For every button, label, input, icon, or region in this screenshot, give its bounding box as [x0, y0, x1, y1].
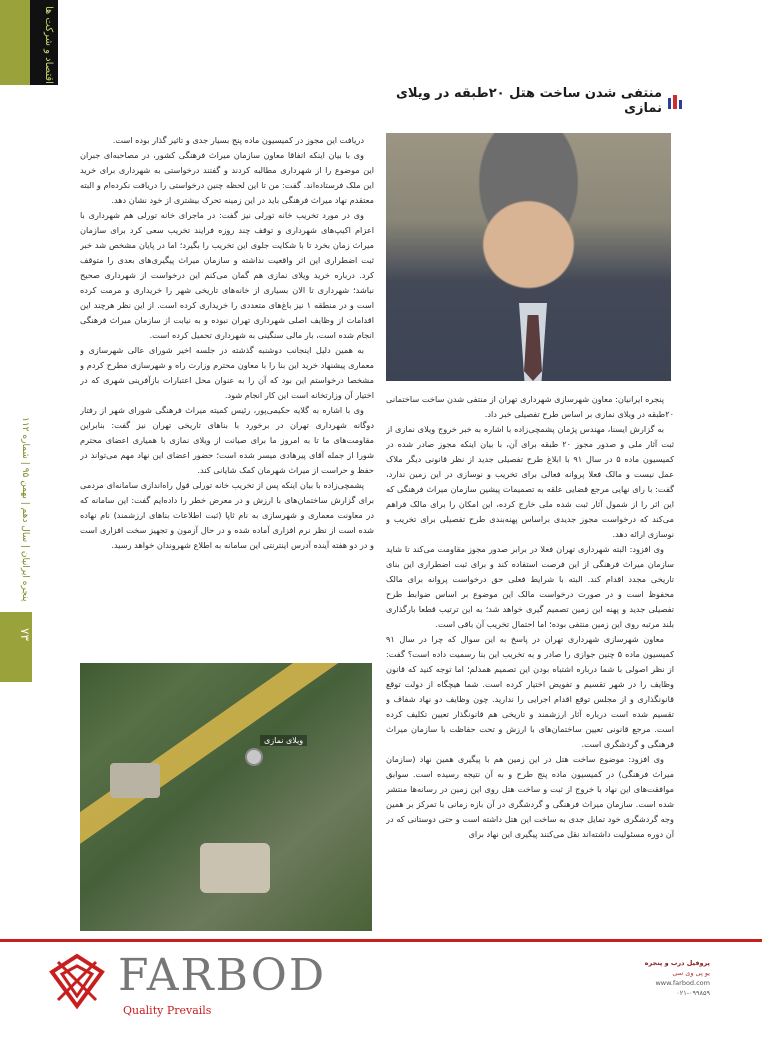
page-number-bar [0, 612, 32, 682]
paragraph: وی افزود: موضوع ساخت هتل در این زمین هم با پیگیری همین نهاد (سازمان میراث فرهنگی) در کمیسیون ماده پنج طرح و به آن نتیجه رسیده است. سوابق موافقت‌های این نهاد با خروج از ثبت و ساخت هتل روی این زمین در رسانه‌ها منتشر شده است. سازمان میراث فرهنگی و گردشگری در آن بازه زمانی با تمرکز بر همین وجه گردشگری خود تمایل جدی به ساخت این هتل داشته است و حتی دوستانی که در آن دوره مسئولیت داشته‌اند نقل می‌کنند پیگیری این نهاد برای [386, 754, 674, 839]
article-column-left [80, 133, 374, 655]
map-building [110, 763, 160, 798]
map-label: ویلای نمازی [260, 735, 307, 746]
paragraph: وی با اشاره به گلایه حکیمی‌پور، رئیس کمیته میراث فرهنگی شورای شهر از رفتار دوگانه شهرداری تهران در برخورد با بناهای تاریخی تهران نیز گفت: بنابراین مقاومت‌های ما تا به امروز ما برای صیانت از ویلای نمازی با همیاری اعضای محترم شورا از جمله آقای پیرهادی میسر شده است؛ حضور اعضای این نهاد مهم می‌تواند در حفظ و حراست از میراث شهرمان کمک شایانی کند. [80, 405, 374, 475]
issue-info: پنجره ایرانیان | سال دهم | بهمن ۹۵ | شماره ۱۱۲ [20, 416, 30, 602]
farbod-logo-icon [48, 952, 106, 1010]
page-number: ۷۳ [18, 628, 32, 641]
ad-tagline: Quality Prevails [123, 1004, 212, 1017]
paragraph: به گزارش ایسنا، مهندس پژمان پشمچی‌زاده با اشاره به خبر خروج ویلای نمازی از ثبت آثار ملی و صدور مجوز ۲۰ طبقه برای آن، با بیان اینکه مجوز صادر شده در کمیسیون ماده ۵ در سال ۹۱ با ابلاغ طرح تفصیلی جدید از نظر قانونی دیگر ملاک عمل نیست و مالک فعلا پروانه فعالی برای تخریب و نوسازی در این زمین ندارد، گفت: با رای نهایی مرجع قضایی علقه به تصمیمات پیشین سازمان میراث فرهنگی که این اثر را از شمول آثار ثبت شده ملی خارج کرده، این امکان را برای مالک فراهم می‌کند که درخواست مجوز جدیدی براساس پهنه‌بندی طرح تفصیلی برای تخریب و نوسازی ارائه دهد. [386, 424, 674, 539]
ad-contact-block [606, 958, 710, 1020]
ad-line: ۰۲۱-۰۹۹۸۵۹ [676, 989, 710, 997]
paragraph: وی افزود: البته شهرداری تهران فعلا در برابر صدور مجوز مقاومت می‌کند تا شاید سازمان میراث فرهنگی از این فرصت استفاده کند و برای ثبت اضطراری این بنای تاریخی مجدد اقدام کند. البته با شرایط فعلی حق درخواست پروانه برای مالک محفوظ است و در صورت درخواست مالک این موضوع بر اساس ضوابط طرح تفصیلی جدید و پهنه این زمین تصمیم گیری خواهد شد؛ به این ترتیب قطعا بارگذاری بلند مرتبه روی این زمین منتفی بوده؛ اما احتمال تخریب آن باقی است. [386, 544, 674, 629]
ad-line: www.farbod.com [655, 979, 710, 987]
paragraph: پشمچی‌زاده با بیان اینکه پس از تخریب خانه تورلی قول راه‌اندازی سامانه‌ای مردمی برای گزارش ساختمان‌های با ارزش و در معرض خطر را داده‌ایم گفت: این سامانه که در معاونت معماری و شهرسازی به نام ثاپا (ثبت اطلاعات بناهای ارزشمند) نام نهاده شده است از نظر نرم افزاری آماده شده و در حال آزمون و تجهیز سخت افزاری است و در دو هفته آینده آدرس اینترنتی این سامانه به اطلاع شهروندان خواهد رسید. [80, 480, 374, 550]
satellite-map [80, 663, 372, 931]
ad-brand-name: FARBOD [118, 950, 327, 1001]
article-title: منتفی شدن ساخت هتل ۲۰طبقه در ویلای نمازی [395, 86, 662, 116]
paragraph: پنجره ایرانیان: معاون شهرسازی شهرداری تهران از منتفی شدن ساخت ساختمانی ۲۰طبقه در ویلای نمازی بر اساس طرح تفصیلی خبر داد. [386, 394, 674, 419]
section-label: اقتصاد و شرکت ها [43, 6, 54, 84]
map-pin-icon [245, 748, 263, 766]
ad-line: یو پی وی سی [672, 969, 710, 977]
bar-chart-icon [668, 93, 682, 109]
paragraph: وی با بیان اینکه اتفاقا معاون سازمان میراث فرهنگی کشور، در مصاحبه‌ای جبران این موضوع را از شهرداری مطالبه کردند و گفتند درخواستی به شهرداری برای خرید این ملک فرستاده‌اند. گفت: من تا این لحظه چنین درخواستی را دریافت نکرده‌ام و البته معتقدم نهاد میراث فرهنگی باید در این زمینه تحرک بیشتری از خود نشان دهد. [80, 150, 374, 205]
paragraph: به همین دلیل اینجانب دوشنبه گذشته در جلسه اخیر شورای عالی شهرسازی و معماری پیشنهاد خرید این بنا را با معاون محترم وزارت راه و شهرسازی مطرح کردم و مشخصا درخواستم این بود که آن را به عنوان محل اعتبارات بازآفرینی شهری که در اختیار آن وزارتخانه است این کار انجام شود. [80, 345, 374, 400]
map-building [200, 843, 270, 893]
paragraph: دریافت این مجوز در کمیسیون ماده پنج بسیار جدی و تاثیر گذار بوده است. [112, 135, 364, 145]
ad-line: پروفیل درب و پنجره [644, 959, 710, 967]
article-column-right [386, 392, 674, 972]
paragraph: معاون شهرسازی شهرداری تهران در پاسخ به این سوال که چرا در سال ۹۱ کمیسیون ماده ۵ چنین جوازی را صادر و به تخریب این بنا رسمیت داده است؟ گفت: از نظر اصولی با شما درباره اشتباه بودن این تصمیم همدلم؛ اما توجه کنید که قانون وظایف را در شهر تقسیم و تفویض اختیار کرده است. شما هیچگاه از دولت توقع قانونگذاری و از مجلس توقع اقدام اجرایی را ندارید. چون وظایف دو نهاد شفاف و تقسیم شده است درباره آثار ارزشمند و تاریخی هم قانونگذار تعیین تکلیف کرده است. مرجع قانونی تعیین ساختمان‌های با ارزش و تحت حفاظت با سازمان میراث فرهنگی و گردشگری است. [386, 634, 674, 749]
footer-divider [0, 939, 762, 942]
portrait-photo [386, 133, 671, 381]
paragraph: وی در مورد تخریب خانه تورلی نیز گفت: در ماجرای خانه تورلی هم شهرداری با اعزام اکیپ‌های شهرداری و توقف چند روزه فرایند تخریب سعی کرد برای سازمان میراث زمان بخرد تا با شکایت جلوی این تخریب را بگیرد؛ اما در پایان مشخص شد خبر ثبت اضطراری این اثر واقعیت نداشته و سازمان میراث پیگیری‌های بعدی را متوقف کرد. درباره خرید ویلای نمازی هم گمان می‌کنم این درخواست از شهرداری صحیح نباشد؛ شهرداری تا الان بسیاری از خانه‌های تاریخی شهر را خریداری و مرمت کرده است و در منطقه ۱ نیز باغ‌های متعددی را خریداری کرده است. از این نظر هرچند این اقدامات از وظایف اصلی شهرداری تهران نبوده و به نیابت از سازمان میراث فرهنگی انجام شده است، بار مالی سنگینی به شهرداری تحمیل کرده است. [80, 210, 374, 340]
article-title-bar [360, 88, 682, 114]
